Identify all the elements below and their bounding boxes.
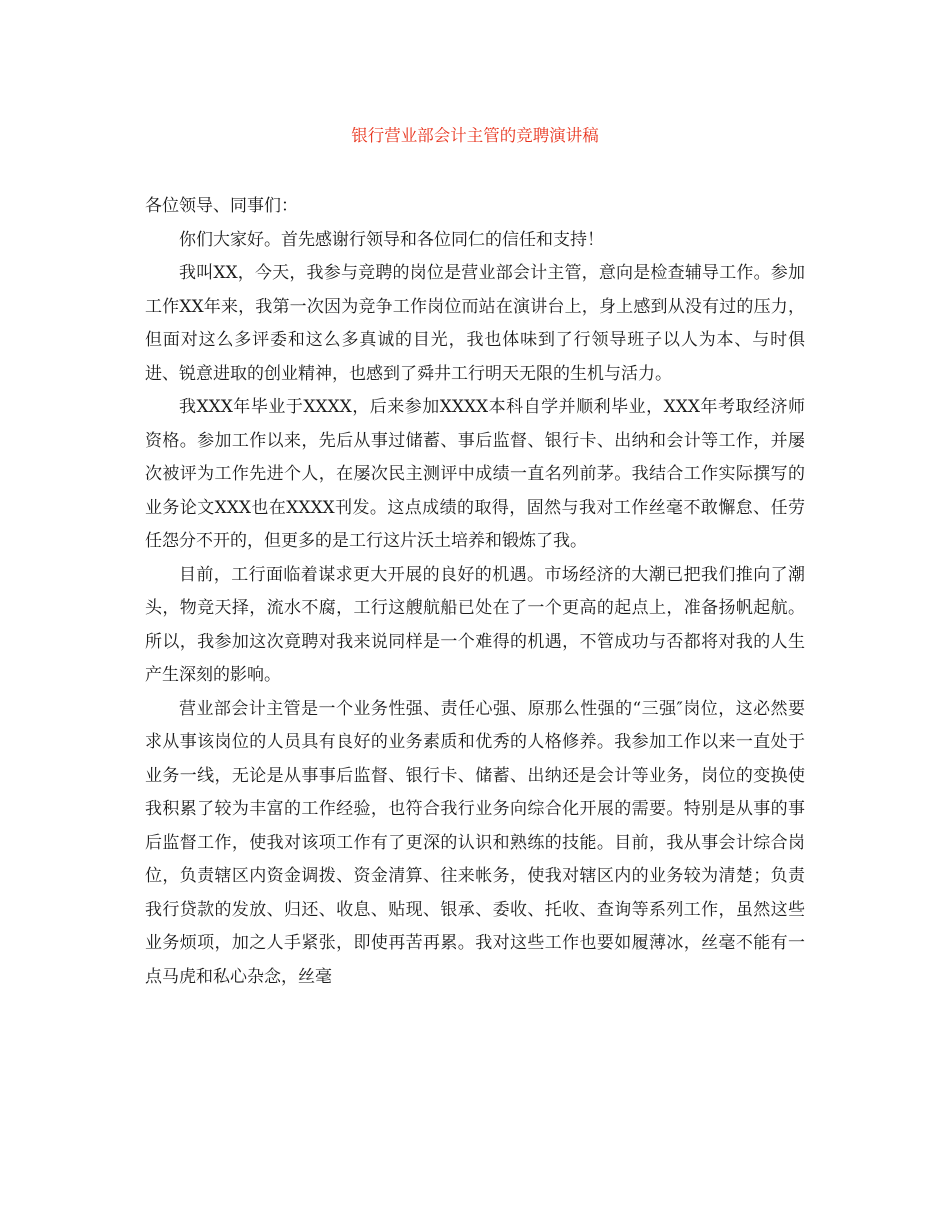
paragraph-qualifications: 营业部会计主管是一个业务性强、责任心强、原那么性强的“三强″岗位，这必然要求从事该岗位的人员具有良好的业务素质和优秀的人格修养。我参加工作以来一直处于业务一线，无论是从事事后监督、银行卡、储蓄、出纳还是会计等业务，岗位的变换使我积累了较为丰富的工作经验，也符合我行业务向综合化开展的需要。特别是从事的事后监督工作，使我对该项工作有了更深的认识和熟练的技能。目前，我从事会计综合岗位，负责辖区内资金调拨、资金清算、往来帐务，使我对辖区内的业务较为清楚；负责我行贷款的发放、归还、收息、贴现、银承、委收、托收、查询等系列工作，虽然这些业务烦项，加之人手紧张，即使再苦再累。我对这些工作也要如履薄冰，丝毫不能有一点马虎和私心杂念，丝毫 [145,698,805,987]
paragraph-introduction: 我叫XX，今天，我参与竞聘的岗位是营业部会计主管，意向是检查辅导工作。参加工作XX年来，我第一次因为竞争工作岗位而站在演讲台上，身上感到从没有过的压力，但面对这么多评委和这么多真诚的目光，我也体味到了行领导班子以人为本、与时俱进、锐意进取的创业精神，也感到了舜井工行明天无限的生机与活力。 [145,263,805,384]
salutation: 各位领导、同事们： [145,196,298,216]
document-body [145,190,805,994]
paragraph-background: 我XXX年毕业于XXXX，后来参加XXXX本科自学并顺利毕业，XXX年考取经济师资格。参加工作以来，先后从事过储蓄、事后监督、银行卡、出纳和会计等工作，并屡次被评为工作先进个人，在屡次民主测评中成绩一直名列前茅。我结合工作实际撰写的业务论文XXX也在XXXX刊发。这点成绩的取得，固然与我对工作丝毫不敢懈怠、任劳任怨分不开的，但更多的是工行这片沃土培养和锻炼了我。 [145,397,805,551]
paragraph-opportunity: 目前，工行面临着谋求更大开展的良好的机遇。市场经济的大潮已把我们推向了潮头，物竞天择，流水不腐，工行这艘航船已处在了一个更高的起点上，准备扬帆起航。所以，我参加这次竟聘对我来说同样是一个难得的机遇，不管成功与否都将对我的人生产生深刻的影响。 [145,564,805,685]
paragraph-greeting: 你们大家好。首先感谢行领导和各位同仁的信任和支持！ [179,229,604,250]
document-title: 银行营业部会计主管的竞聘演讲稿 [351,126,599,145]
